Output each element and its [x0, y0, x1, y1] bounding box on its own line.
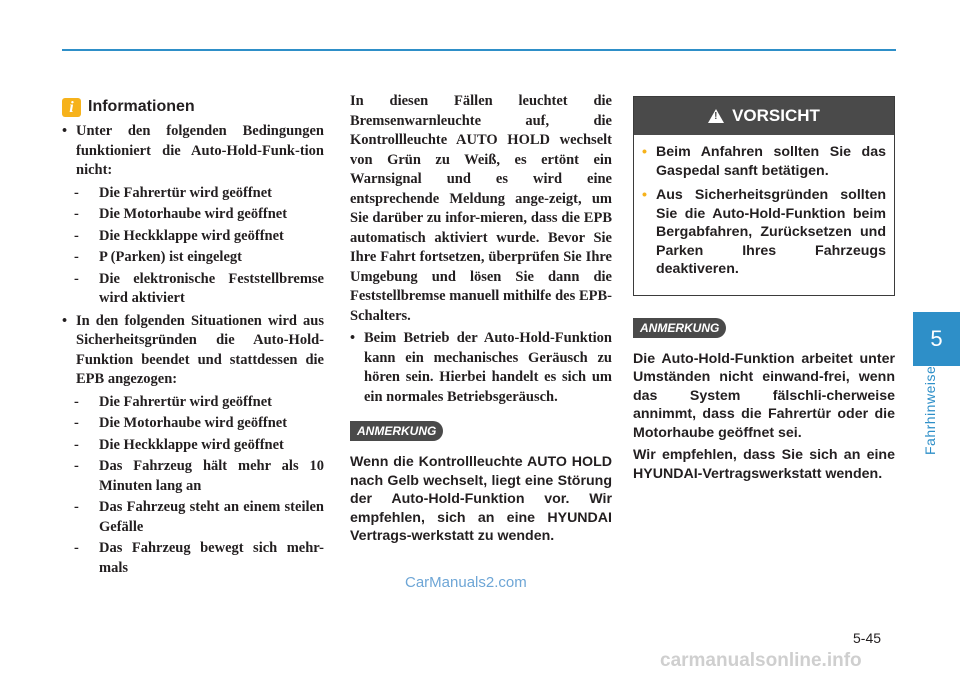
note-badge-row: [350, 421, 612, 441]
list-item: - Die Heckklappe wird geöffnet: [74, 436, 284, 453]
info-section: [62, 96, 324, 580]
info-header: [62, 96, 324, 118]
bullet-dot: •: [62, 312, 68, 329]
bullet-dot: •: [62, 123, 68, 139]
info-continuation: [350, 92, 612, 546]
caution-body: [634, 135, 894, 295]
watermark: carmanualsonline.info: [660, 650, 862, 671]
note-badge: ANMERKUNG: [633, 318, 726, 338]
note-text: Wenn die Kontrollleuchte AUTO HOLD nach Gelb wechselt, liegt eine Störung der Auto-Hold-Funktion vor. Wir empfehlen, sich an eine HYUNDAI Vertrags-werkstatt zu wenden.: [350, 454, 612, 544]
note-badge-row: [633, 318, 895, 338]
list-item: - Das Fahrzeug bewegt sich mehr-mals: [74, 540, 324, 576]
warning-paragraph: In diesen Fällen leuchtet die Bremsenwarnleuchte auf, die Kontrollleuchte AUTO HOLD wechselt von Grün zu Weiß, es ertönt ein Warnsignal und es wird eine entsprechende Meldung ange-zeigt, um Sie darüber zu infor-mieren, dass die EPB automatisch aktiviert wurde. Bevor Sie Ihre Fahrt fortsetzen, überprüfen Sie Ihre Umgebung und lösen Sie dann die Feststellbremse manuell mithilfe des EPB-Schalters.: [350, 93, 612, 324]
note-badge: ANMERKUNG: [350, 421, 443, 441]
header-rule: [62, 49, 896, 51]
caution-item: • Aus Sicherheitsgründen sollten Sie die Auto-Hold-Funktion beim Bergabfahren, Zurücksetzen und Parken Ihres Fahrzeugs deaktiveren.: [642, 187, 886, 277]
list-item: - Die Heckklappe wird geöffnet: [74, 227, 284, 244]
caution-column: [633, 96, 895, 483]
chapter-title: Fahrhinweise: [922, 365, 938, 455]
list-item: - P (Parken) ist eingelegt: [74, 249, 242, 265]
list-item: - Die Fahrertür wird geöffnet: [74, 184, 273, 201]
noise-bullet-text: Beim Betrieb der Auto-Hold-Funktion kann ein mechanisches Geräusch zu hören sein. Hierbei handelt es sich um ein normales Betriebsgeräusch.: [364, 330, 612, 405]
list-item: - Die elektronische Feststellbremse wird aktiviert: [74, 270, 324, 306]
info-bullet-2-text: In den folgenden Situationen wird aus Sicherheitsgründen die Auto-Hold-Funktion beendet und stattdessen die EPB angezogen:: [76, 312, 324, 387]
note-paragraph: Die Auto-Hold-Funktion arbeitet unter Umständen nicht einwand-frei, wenn das System fälschli-cherweise annimmt, dass die Fahrertür oder die Motorhaube geöffnet sei.: [633, 350, 895, 441]
caution-header: [634, 97, 894, 135]
list-item: - Die Motorhaube wird geöffnet: [74, 206, 288, 222]
page-number: 5-45: [853, 630, 882, 646]
caution-item: • Beim Anfahren sollten Sie das Gaspedal sanft betätigen.: [642, 144, 886, 179]
noise-bullet: [350, 329, 612, 407]
note-paragraph: Wir empfehlen, dass Sie sich an eine HYUNDAI-Vertragswerkstatt wenden.: [633, 447, 895, 482]
bullet-dot: •: [642, 144, 647, 160]
caution-box: [633, 96, 895, 296]
warning-triangle-icon: [708, 109, 724, 123]
info-icon: i: [62, 98, 81, 117]
bullet-dot: •: [642, 187, 647, 203]
watermark[interactable]: CarManuals2.com: [405, 574, 527, 591]
info-bullet-1: [62, 122, 324, 181]
info-bullet-1-text: Unter den folgenden Bedingungen funktioniert die Auto-Hold-Funk-tion nicht:: [76, 123, 324, 178]
list-item: - Die Motorhaube wird geöffnet: [74, 415, 288, 431]
chapter-number-tab: 5: [913, 312, 960, 366]
list-item: - Das Fahrzeug steht an einem steilen Gefälle: [74, 499, 324, 535]
bullet-dot: •: [350, 330, 356, 346]
caution-label: VORSICHT: [732, 106, 820, 125]
list-item: - Die Fahrertür wird geöffnet: [74, 393, 273, 410]
list-item: - Das Fahrzeug hält mehr als 10 Minuten lang an: [74, 458, 324, 494]
info-title: Informationen: [88, 98, 195, 115]
info-bullet-2: [62, 312, 324, 390]
